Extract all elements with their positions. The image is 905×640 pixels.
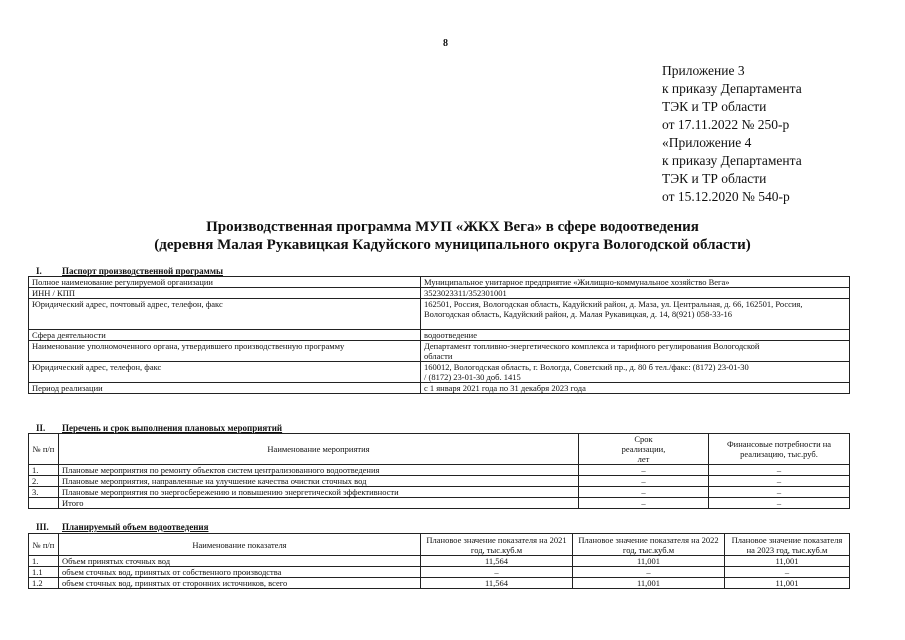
- section-2-heading: [36, 423, 282, 433]
- table-cell: 1.1: [29, 567, 59, 578]
- table-header-row: [29, 534, 850, 556]
- volume-table: [28, 533, 850, 589]
- table-cell: 1.2: [29, 578, 59, 589]
- table-cell: –: [709, 487, 850, 498]
- table-row: [29, 578, 850, 589]
- table-row: [29, 277, 850, 288]
- table-cell: объем сточных вод, принятых от собственного производства: [59, 567, 421, 578]
- column-header: Финансовые потребности на реализацию, тыс.руб.: [709, 434, 850, 465]
- table-cell: 3.: [29, 487, 59, 498]
- document-title: [0, 218, 905, 254]
- table-cell: Наименование уполномоченного органа, утвердившего производственную программу: [29, 341, 421, 362]
- title-line-2: (деревня Малая Рукавицкая Кадуйского муниципального округа Вологодской области): [154, 237, 751, 253]
- column-header: Наименование показателя: [59, 534, 421, 556]
- table-row: [29, 330, 850, 341]
- table-cell: Юридический адрес, телефон, факс: [29, 362, 421, 383]
- table-header-row: [29, 434, 850, 465]
- appendix-line: к приказу Департамента: [662, 81, 802, 96]
- table-row: [29, 465, 850, 476]
- table-row: [29, 341, 850, 362]
- passport-table: [28, 276, 850, 394]
- section-number: II.: [36, 423, 46, 433]
- page-number: 8: [443, 38, 448, 49]
- table-row: [29, 362, 850, 383]
- table-cell: –: [573, 567, 725, 578]
- table-cell: Плановые мероприятия по энергосбережению и повышению энергетической эффективности: [59, 487, 579, 498]
- table-cell: 1.: [29, 465, 59, 476]
- table-cell: 11,564: [421, 578, 573, 589]
- section-3-heading: [36, 522, 208, 532]
- table-cell: ИНН / КПП: [29, 288, 421, 299]
- table-row: [29, 567, 850, 578]
- column-header: Плановое значение показателя на 2022 год, тыс.куб.м: [573, 534, 725, 556]
- table-cell: –: [579, 487, 709, 498]
- table-cell: –: [725, 567, 850, 578]
- section-number: III.: [36, 522, 49, 532]
- table-cell: Полное наименование регулируемой организации: [29, 277, 421, 288]
- title-line-1: Производственная программа МУП «ЖКХ Вега» в сфере водоотведения: [206, 219, 699, 235]
- table-cell: с 1 января 2021 года по 31 декабря 2023 года: [421, 383, 850, 394]
- table-cell: 11,001: [725, 578, 850, 589]
- table-cell: Юридический адрес, почтовый адрес, телефон, факс: [29, 299, 421, 330]
- table-cell: Период реализации: [29, 383, 421, 394]
- appendix-line: к приказу Департамента: [662, 153, 802, 168]
- table-cell: Муниципальное унитарное предприятие «Жилищно-коммунальное хозяйство Вега»: [421, 277, 850, 288]
- table-cell: Итого: [59, 498, 579, 509]
- table-cell: –: [709, 476, 850, 487]
- section-title: Перечень и срок выполнения плановых мероприятий: [62, 423, 283, 433]
- appendix-line: от 15.12.2020 № 540-р: [662, 189, 790, 204]
- table-cell: Плановые мероприятия по ремонту объектов систем централизованного водоотведения: [59, 465, 579, 476]
- section-number: I.: [36, 266, 42, 276]
- appendix-line: от 17.11.2022 № 250-р: [662, 117, 790, 132]
- table-row: [29, 556, 850, 567]
- table-cell: водоотведение: [421, 330, 850, 341]
- column-header: № п/п: [29, 434, 59, 465]
- table-cell: объем сточных вод, принятых от сторонних источников, всего: [59, 578, 421, 589]
- column-header: Плановое значение показателя на 2023 год, тыс.куб.м: [725, 534, 850, 556]
- measures-table: [28, 433, 850, 509]
- table-cell: 11,001: [573, 556, 725, 567]
- appendix-line: Приложение 3: [662, 63, 745, 78]
- column-header: Наименование мероприятия: [59, 434, 579, 465]
- table-row: [29, 288, 850, 299]
- table-cell: –: [421, 567, 573, 578]
- table-cell: –: [579, 476, 709, 487]
- table-cell: 2.: [29, 476, 59, 487]
- table-cell: [29, 498, 59, 509]
- table-cell: 3523023311/352301001: [421, 288, 850, 299]
- table-cell: 160012, Вологодская область, г. Вологда, Советский пр., д. 80 б тел./факс: (8172) 23-01-30 / (8172) 23-01-30 доб. 1415: [421, 362, 850, 383]
- table-cell: Департамент топливно-энергетического комплекса и тарифного регулирования Вологодской области: [421, 341, 850, 362]
- table-cell: 162501, Россия, Вологодская область, Кадуйский район, д. Маза, ул. Центральная, д. 66, 162501, Россия, Вологодская область, Кадуйский район, д. Малая Рукавицкая, д. 14, 8(921) 058-33-16: [421, 299, 850, 330]
- column-header: № п/п: [29, 534, 59, 556]
- table-row: [29, 487, 850, 498]
- appendix-line: ТЭК и ТР области: [662, 99, 767, 114]
- table-cell: 1.: [29, 556, 59, 567]
- column-header: Срок реализации, лет: [579, 434, 709, 465]
- table-row: [29, 498, 850, 509]
- table-row: [29, 383, 850, 394]
- table-cell: –: [709, 465, 850, 476]
- appendix-line: «Приложение 4: [662, 135, 752, 150]
- appendix-block: [662, 62, 802, 206]
- table-cell: Объем принятых сточных вод: [59, 556, 421, 567]
- table-row: [29, 299, 850, 330]
- table-cell: 11,001: [573, 578, 725, 589]
- table-cell: Сфера деятельности: [29, 330, 421, 341]
- section-title: Паспорт производственной программы: [62, 266, 223, 276]
- section-1-heading: [36, 266, 223, 276]
- table-cell: 11,001: [725, 556, 850, 567]
- table-cell: –: [579, 465, 709, 476]
- table-cell: Плановые мероприятия, направленные на улучшение качества очистки сточных вод: [59, 476, 579, 487]
- table-row: [29, 476, 850, 487]
- column-header: Плановое значение показателя на 2021 год, тыс.куб.м: [421, 534, 573, 556]
- table-cell: 11,564: [421, 556, 573, 567]
- table-cell: –: [709, 498, 850, 509]
- table-cell: –: [579, 498, 709, 509]
- section-title: Планируемый объем водоотведения: [62, 522, 209, 532]
- appendix-line: ТЭК и ТР области: [662, 171, 767, 186]
